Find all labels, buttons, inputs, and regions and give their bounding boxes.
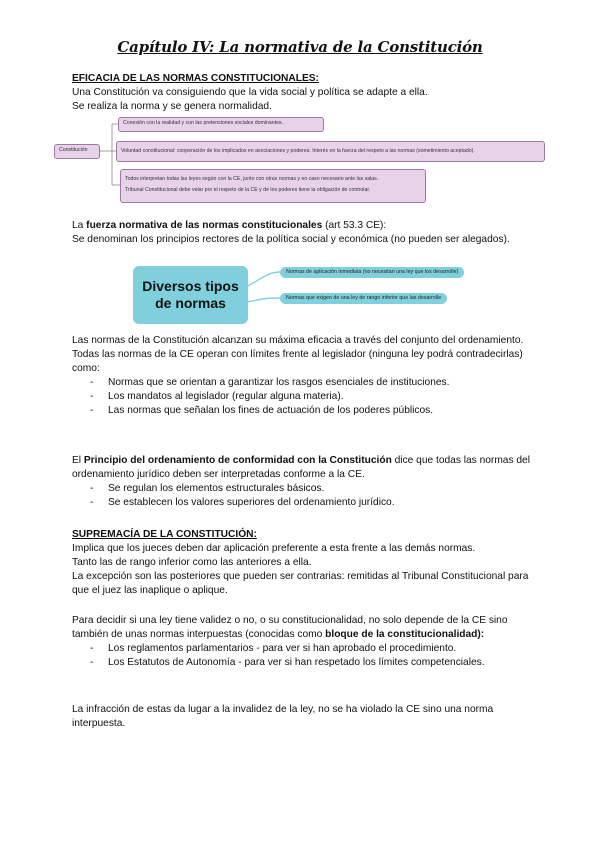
- list-item: - Los Estatutos de Autonomía - para ver si han respetado los límites competenciales.: [72, 656, 542, 670]
- ordenamiento-line: Todas las normas de la CE operan con límites frente al legislador (ninguna ley podrá contradecirlas) como:: [72, 349, 523, 374]
- diagram-box: [120, 169, 426, 203]
- eficacia-heading: EFICACIA DE LAS NORMAS CONSTITUCIONALES:: [72, 73, 319, 84]
- list-item: - Las normas que señalan los fines de actuación de los poderes públicos.: [72, 404, 542, 418]
- list-item: - Se regulan los elementos estructurales básicos.: [72, 482, 542, 496]
- bloque-text: [72, 614, 542, 642]
- principio-section: [72, 454, 542, 510]
- bloque-bold: bloque de la constitucionalidad):: [325, 629, 485, 640]
- norm-types-center-label: Diversos tipos de normas: [142, 278, 239, 311]
- eficacia-section: [72, 72, 542, 114]
- ordenamiento-list: [72, 376, 542, 418]
- infraccion-text: La infracción de estas da lugar a la invalidez de la ley, no se ha violado la CE sino una norma interpuesta.: [72, 704, 494, 729]
- principio-bold: Principio del ordenamiento de conformidad con la Constitución: [83, 455, 392, 466]
- supremacia-line: Tanto las de rango inferior como las anteriores a ella.: [72, 557, 312, 568]
- fuerza-section: [72, 219, 542, 247]
- principio-text: [72, 454, 542, 482]
- bloque-section: [72, 614, 542, 670]
- diagram-root-box: [54, 144, 100, 159]
- list-item: - Los reglamentos parlamentarios - para ver si han aprobado el procedimiento.: [72, 642, 542, 656]
- bloque-prefix: Para decidir si una ley tiene validez o no, o su constitucionalidad, no solo depende de la CE sino también de unas normas interpuestas (conocidas como: [72, 615, 508, 640]
- diagram-box: [116, 141, 545, 162]
- diagram-root-label: Constitución: [59, 147, 88, 153]
- diagram-box-text: Conexión con la realidad y con las pretensiones sociales dominantes.: [123, 120, 284, 126]
- principio-list: [72, 482, 542, 510]
- diagram-box-text: Todos interpretan todas las leyes según con la CE, junto con otras normas y en caso necesario ante las salas.: [125, 176, 379, 182]
- norm-type-pill: Normas de aplicación inmediata (no necesitan una ley que los desarrolle): [280, 267, 464, 278]
- diagram-box-text: Voluntad constitucional: cooperación de los implicados en asociaciones y poderes. Interés en la fuerza del respeto a las normas (sometimiento aceptado).: [121, 148, 475, 154]
- list-item: - Normas que se orientan a garantizar los rasgos esenciales de instituciones.: [72, 376, 542, 390]
- ordenamiento-section: [72, 334, 542, 418]
- page-title: Capítulo IV: La normativa de la Constitución: [117, 38, 483, 56]
- fuerza-title: [72, 219, 542, 233]
- eficacia-line: Una Constitución va consiguiendo que la vida social y política se adapte a ella.: [72, 87, 428, 98]
- norm-types-center: [133, 266, 248, 324]
- supremacia-heading: SUPREMACÍA DE LA CONSTITUCIÓN:: [72, 529, 257, 540]
- diagram-box-text: Tribunal Constitucional debe velar por el respeto de la CE y de los poderes tiene la obligación de controlar.: [125, 187, 371, 193]
- infraccion-section: [72, 703, 542, 731]
- fuerza-suffix: (art 53.3 CE):: [322, 220, 387, 231]
- ordenamiento-line: Las normas de la Constitución alcanzan su máxima eficacia a través del conjunto del ordenamiento.: [72, 335, 524, 346]
- supremacia-line: Implica que los jueces deben dar aplicación preferente a esta frente a las demás normas.: [72, 543, 476, 554]
- list-item: - Los mandatos al legislador (regular alguna materia).: [72, 390, 542, 404]
- supremacia-line: La excepción son las posteriores que pueden ser contrarias: remitidas al Tribunal Constitucional para que el juez las inaplique o aplique.: [72, 571, 529, 596]
- principio-suffix: dice que todas las normas del ordenamiento jurídico deben ser interpretadas conforme a la CE.: [72, 455, 530, 480]
- eficacia-line: Se realiza la norma y se genera normalidad.: [72, 101, 272, 112]
- constitution-diagram: [52, 113, 552, 213]
- supremacia-section: [72, 528, 542, 598]
- fuerza-text: Se denominan los principios rectores de la política social y económica (no pueden ser alegados).: [72, 234, 510, 245]
- bloque-list: [72, 642, 542, 670]
- fuerza-prefix: La: [72, 220, 87, 231]
- principio-prefix: El: [72, 455, 84, 466]
- list-item: - Se establecen los valores superiores del ordenamiento jurídico.: [72, 496, 542, 510]
- norm-type-pill: Normas que exigen de una ley de rango inferior que las desarrolle: [280, 293, 447, 304]
- diagram-box: [118, 117, 324, 132]
- fuerza-bold: fuerza normativa de las normas constitucionales: [86, 220, 323, 231]
- norm-types-diagram: [130, 262, 510, 328]
